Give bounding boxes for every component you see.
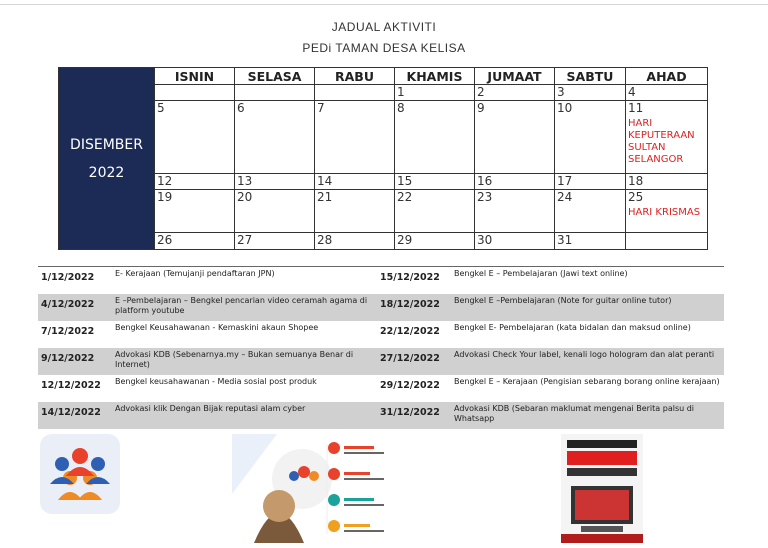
community-logo-icon [40, 434, 120, 514]
date-cell: 21 [315, 190, 395, 233]
day-header: JUMAAT [475, 68, 555, 85]
date-cell: 17 [555, 174, 626, 190]
date-number: 11 [628, 101, 644, 115]
activity-date: 22/12/2022 [380, 325, 440, 337]
day-header: KHAMIS [395, 68, 475, 85]
page-subtitle: PEDi TAMAN DESA KELISA [302, 41, 466, 55]
date-cell: 4 [626, 85, 708, 101]
day-header: SABTU [555, 68, 626, 85]
date-cell: 9 [475, 101, 555, 174]
date-cell [235, 85, 315, 101]
dashboard-infographic [232, 434, 438, 543]
date-cell: 6 [235, 101, 315, 174]
poster-image [561, 434, 643, 543]
date-cell [155, 85, 235, 101]
date-cell: 28 [315, 233, 395, 250]
date-cell: 8 [395, 101, 475, 174]
activity-date: 12/12/2022 [41, 379, 101, 391]
holiday-label: HARI KRISMAS [628, 207, 701, 218]
activity-date: 1/12/2022 [38, 267, 112, 294]
activity-desc: Bengkel Keusahawanan - Kemaskini akaun Shopee [115, 322, 319, 332]
date-cell: 7 [315, 101, 395, 174]
activity-desc: Bengkel E –Pembelajaran (Note for guitar online tutor) [451, 294, 724, 321]
activity-date: 31/12/2022 [377, 402, 451, 429]
top-divider [0, 4, 768, 5]
activity-date: 4/12/2022 [38, 294, 112, 321]
date-cell: 3 [555, 85, 626, 101]
date-cell: 2 [475, 85, 555, 101]
date-cell: 12 [155, 174, 235, 190]
date-cell: 5 [155, 101, 235, 174]
activity-date: 14/12/2022 [38, 402, 112, 429]
date-cell: 23 [475, 190, 555, 233]
activity-date: 27/12/2022 [377, 348, 451, 375]
activity-desc: Bengkel E- Pembelajaran (kata bidalan dan maksud online) [454, 322, 691, 332]
date-number: 25 [628, 190, 644, 204]
activity-desc: Advokasi Check Your label, kenali logo hologram dan alat peranti [451, 348, 724, 375]
date-cell: 24 [555, 190, 626, 233]
date-cell-holiday [626, 190, 708, 233]
activity-desc: E –Pembelajaran – Bengkel pencarian video ceramah agama di platform youtube [112, 294, 377, 321]
activity-date: 29/12/2022 [380, 379, 440, 391]
date-cell: 18 [626, 174, 708, 190]
date-cell: 29 [395, 233, 475, 250]
date-cell: 31 [555, 233, 626, 250]
activity-desc: Advokasi KDB (Sebenarnya.my – Bukan semuanya Benar di Internet) [112, 348, 377, 375]
date-cell: 10 [555, 101, 626, 174]
day-header: ISNIN [155, 68, 235, 85]
date-cell: 30 [475, 233, 555, 250]
activity-desc: Advokasi KDB (Sebaran maklumat mengenai Berita palsu di Whatsapp [451, 402, 724, 429]
date-cell: 14 [315, 174, 395, 190]
activity-desc: Bengkel E – Kerajaan (Pengisian sebarang borang online kerajaan) [454, 376, 720, 386]
month-cell [59, 68, 155, 250]
activity-desc: Bengkel E – Pembelajaran (Jawi text online) [451, 267, 724, 294]
activity-desc: E- Kerajaan (Temujanji pendaftaran JPN) [112, 267, 377, 294]
date-cell: 19 [155, 190, 235, 233]
date-cell [626, 233, 708, 250]
page-title: JADUAL AKTIVITI [331, 20, 437, 34]
calendar-table [58, 67, 708, 250]
activity-desc: Advokasi klik Dengan Bijak reputasi alam cyber [112, 402, 377, 429]
month-label: DISEMBER [70, 136, 143, 153]
date-cell: 27 [235, 233, 315, 250]
year-label: 2022 [88, 164, 125, 181]
holiday-label: HARI KEPUTERAAN SULTAN SELANGOR [628, 118, 695, 165]
activity-date: 9/12/2022 [38, 348, 112, 375]
date-cell: 22 [395, 190, 475, 233]
activity-table [38, 266, 724, 429]
date-cell: 20 [235, 190, 315, 233]
date-cell: 1 [395, 85, 475, 101]
activity-desc: Bengkel keusahawanan - Media sosial post produk [115, 376, 317, 386]
day-header: SELASA [235, 68, 315, 85]
activity-date: 15/12/2022 [377, 267, 451, 294]
date-cell: 26 [155, 233, 235, 250]
date-cell: 16 [475, 174, 555, 190]
activity-date: 18/12/2022 [377, 294, 451, 321]
date-cell [315, 85, 395, 101]
date-cell: 13 [235, 174, 315, 190]
activity-date: 7/12/2022 [41, 325, 95, 337]
date-cell-holiday [626, 101, 708, 174]
date-cell: 15 [395, 174, 475, 190]
day-header: AHAD [626, 68, 708, 85]
day-header: RABU [315, 68, 395, 85]
